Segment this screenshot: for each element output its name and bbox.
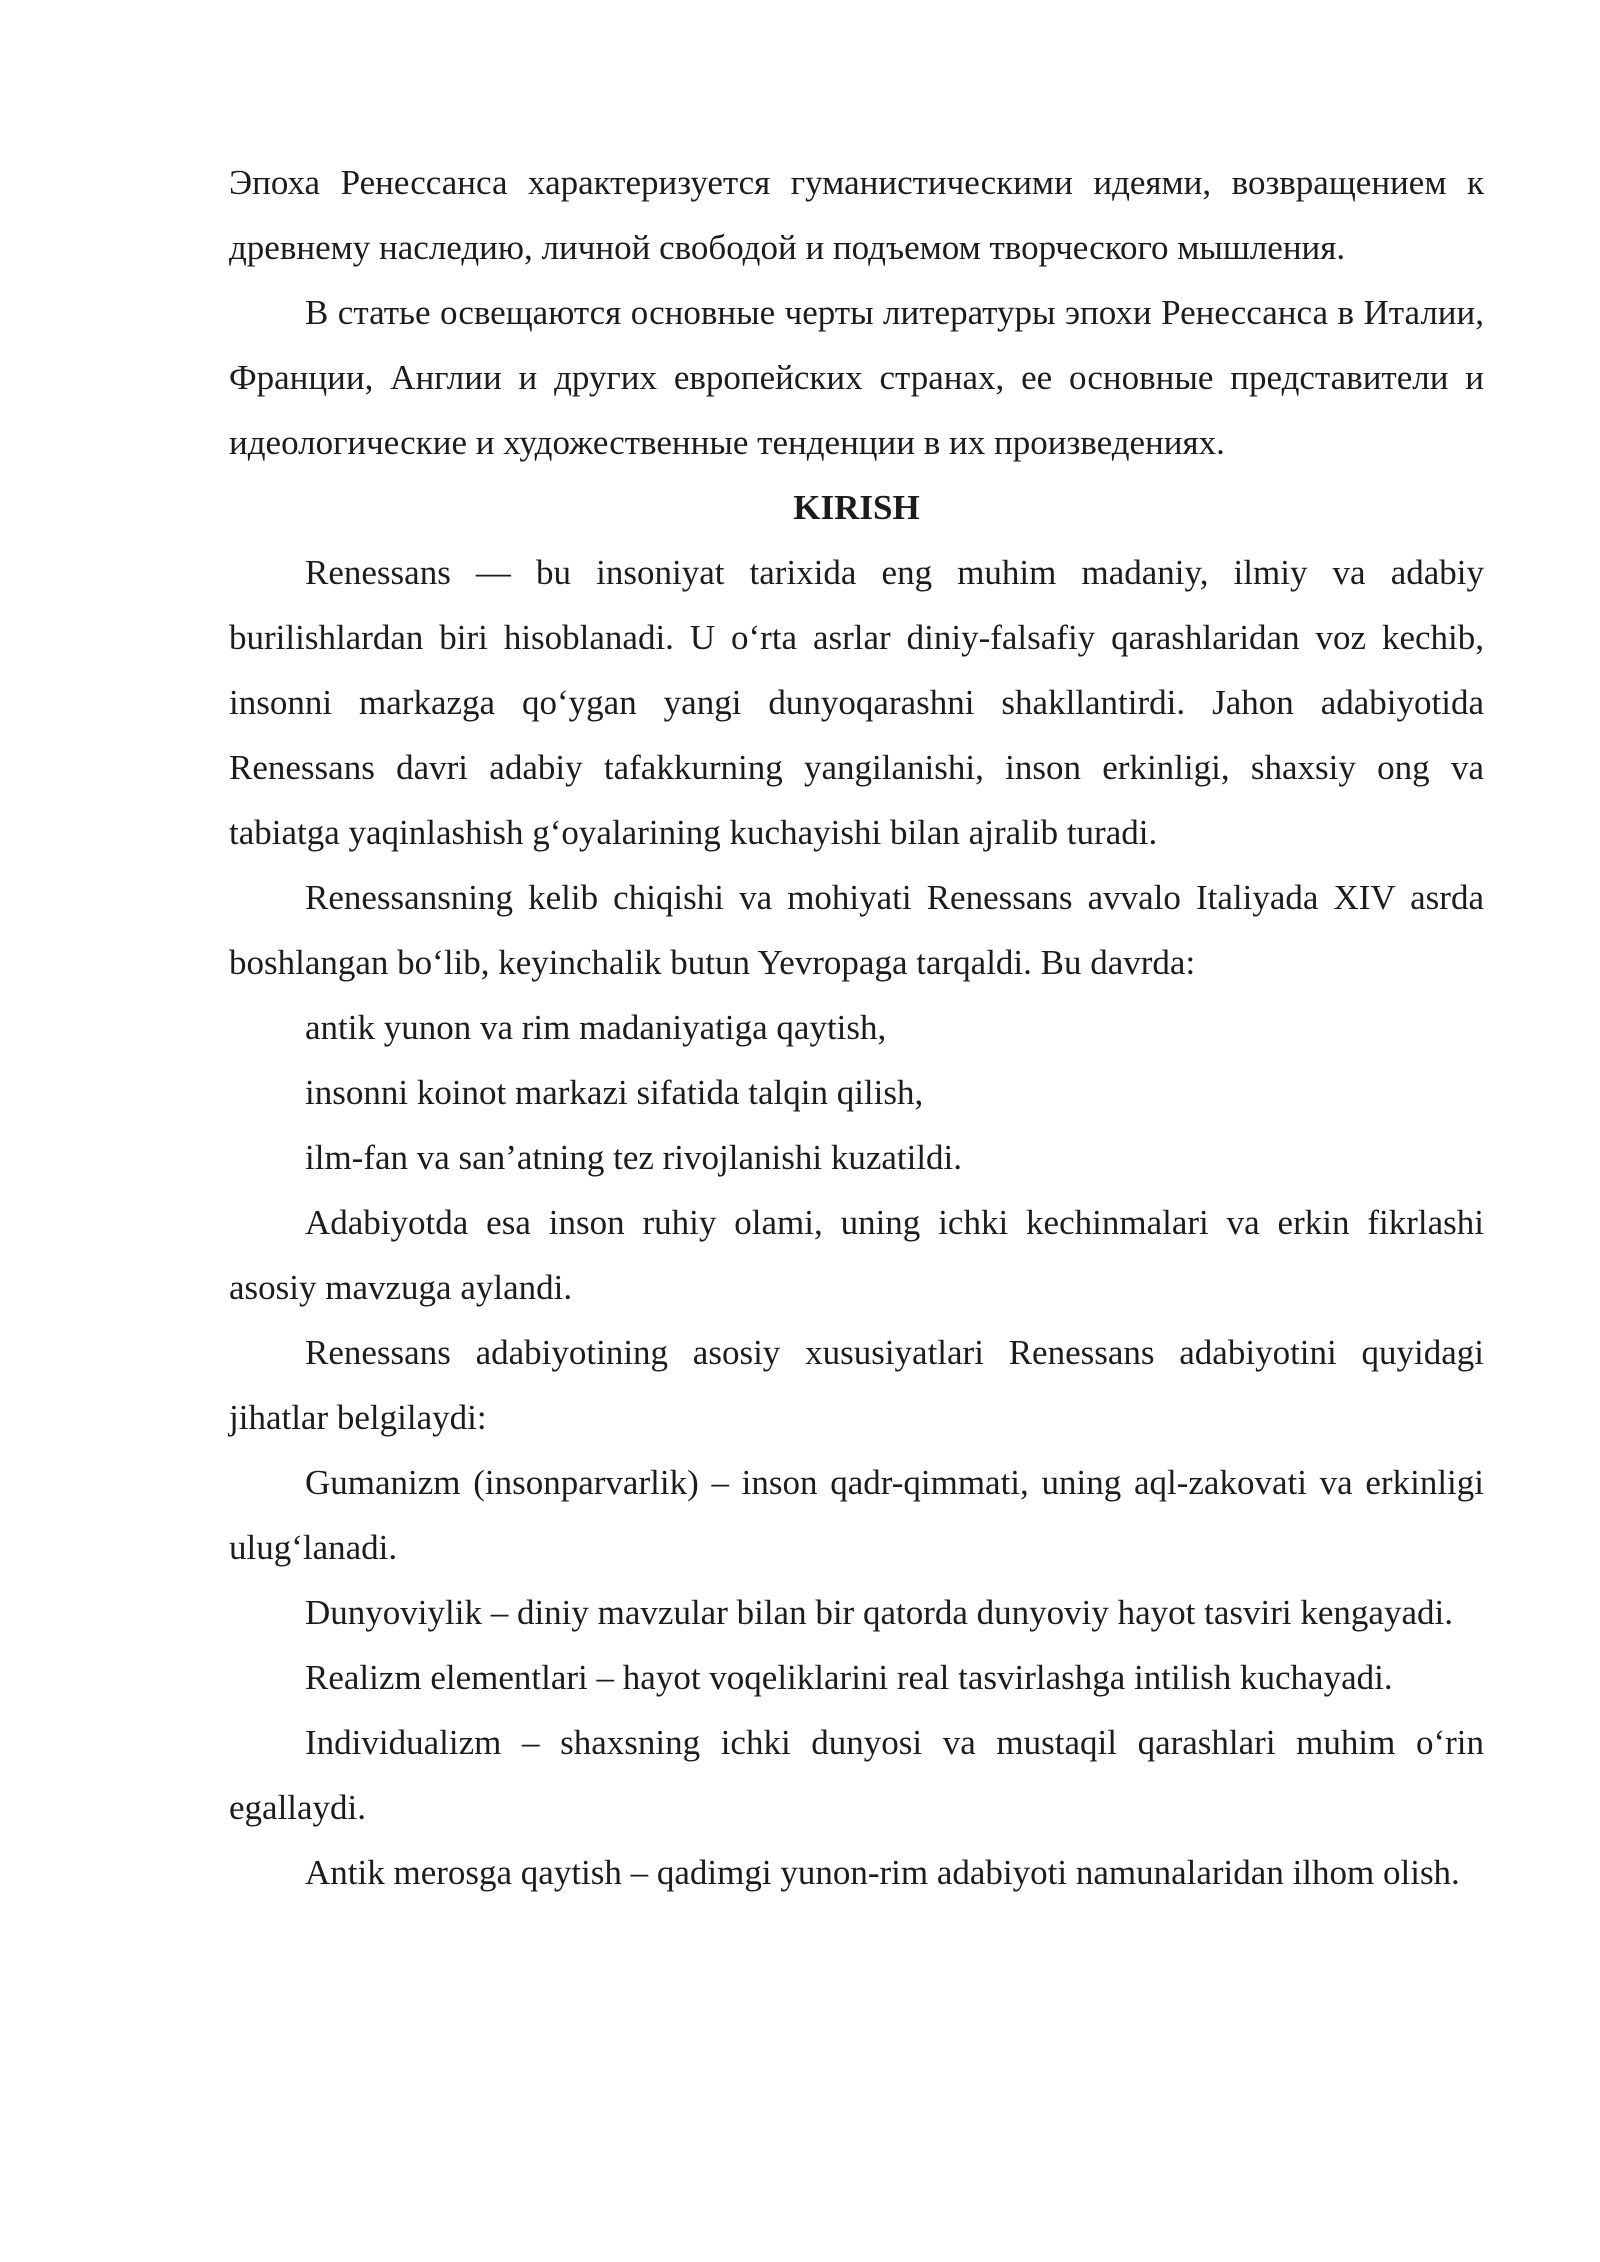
feature-secularism: Dunyoviylik – diniy mavzular bilan bir qatorda dunyoviy hayot tasviri kengayadi. [305, 1593, 1453, 1632]
feature-individualism: Individualizm – shaxsning ichki dunyosi va mustaqil qarashlari muhim o‘rin egallaydi. [229, 1723, 1484, 1827]
paragraph-2: Renessansning kelib chiqishi va mohiyati Renessans avvalo Italiyada XIV asrda boshlangan bo‘lib, keyinchalik butun Yevropaga tarqaldi. Bu davrda: [229, 878, 1484, 982]
section-heading: KIRISH [793, 488, 920, 527]
intro-paragraph-1: Эпоха Ренессанса характеризуется гуманистическими идеями, возвращением к древнему наследию, личной свободой и подъемом творческого мышления. [229, 163, 1484, 267]
document-body [229, 150, 1484, 1905]
paragraph-4: Renessans adabiyotining asosiy xususiyatlari Renessans adabiyotini quyidagi jihatlar belgilaydi: [229, 1333, 1484, 1437]
feature-realism: Realizm elementlari – hayot voqeliklarini real tasvirlashga intilish kuchayadi. [305, 1658, 1393, 1697]
feature-antiquity: Antik merosga qaytish – qadimgi yunon-rim adabiyoti namunalaridan ilhom olish. [305, 1853, 1460, 1892]
intro-paragraph-2: В статье освещаются основные черты литературы эпохи Ренессанса в Италии, Франции, Англии и других европейских странах, ее основные представители и идеологические и художественные тенденции в их произведениях. [229, 293, 1484, 462]
list-item: antik yunon va rim madaniyatiga qaytish, [305, 1008, 887, 1047]
paragraph-3: Adabiyotda esa inson ruhiy olami, uning ichki kechinmalari va erkin fikrlashi asosiy mavzuga aylandi. [229, 1203, 1484, 1307]
list-item: ilm-fan va san’atning tez rivojlanishi kuzatildi. [305, 1138, 963, 1177]
paragraph-1: Renessans — bu insoniyat tarixida eng muhim madaniy, ilmiy va adabiy burilishlardan biri hisoblanadi. U o‘rta asrlar diniy-falsafiy qarashlaridan voz kechib, insonni markazga qo‘ygan yangi dunyoqarashni shakllantirdi. Jahon adabiyotida Renessans davri adabiy tafakkurning yangilanishi, inson erkinligi, shaxsiy ong va tabiatga yaqinlashish g‘oyalarining kuchayishi bilan ajralib turadi. [229, 553, 1484, 852]
list-item: insonni koinot markazi sifatida talqin qilish, [305, 1073, 924, 1112]
feature-humanism: Gumanizm (insonparvarlik) – inson qadr-qimmati, uning aql-zakovati va erkinligi ulug‘lanadi. [229, 1463, 1484, 1567]
